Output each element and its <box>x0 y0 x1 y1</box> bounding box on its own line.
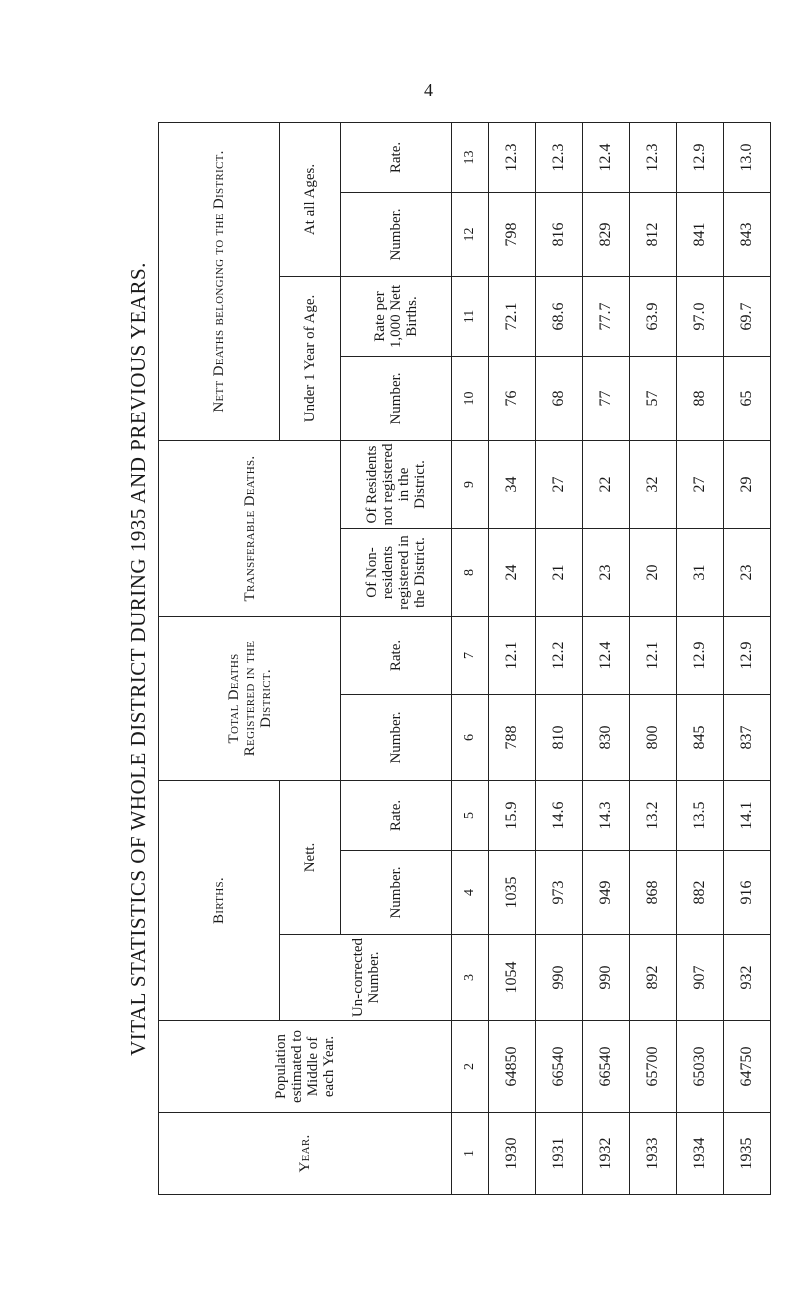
table-cell: 23 <box>583 529 630 617</box>
table-cell: 77.7 <box>583 277 630 357</box>
header-births: Births. <box>159 781 280 1021</box>
table-cell: 31 <box>677 529 724 617</box>
page-title: VITAL STATISTICS OF WHOLE DISTRICT DURING 1935 AND PREVIOUS YEARS. <box>126 262 150 1056</box>
table-cell: 12.1 <box>630 617 677 695</box>
table-cell: 32 <box>630 441 677 529</box>
table-cell: 949 <box>583 851 630 935</box>
table-cell: 14.6 <box>536 781 583 851</box>
year-cell: 1932 <box>583 1113 630 1195</box>
header-infant-number: Number. <box>341 357 452 441</box>
table-cell: 882 <box>677 851 724 935</box>
table-cell: 12.4 <box>583 122 630 192</box>
table-cell: 12.4 <box>583 617 630 695</box>
table-row <box>724 122 771 1194</box>
table-cell: 843 <box>724 193 771 277</box>
year-cell: 1930 <box>489 1113 536 1195</box>
table-cell: 12.3 <box>536 122 583 192</box>
table-row <box>536 122 583 1194</box>
column-number: 10 <box>452 357 489 441</box>
table-cell: 63.9 <box>630 277 677 357</box>
table-cell: 72.1 <box>489 277 536 357</box>
table-cell: 68 <box>536 357 583 441</box>
header-all-ages-rate: Rate. <box>341 122 452 192</box>
table-cell: 13.0 <box>724 122 771 192</box>
header-deaths-number: Number. <box>341 695 452 781</box>
table-cell: 24 <box>489 529 536 617</box>
column-number: 13 <box>452 122 489 192</box>
header-births-rate: Rate. <box>341 781 452 851</box>
table-cell: 12.9 <box>724 617 771 695</box>
table-cell: 21 <box>536 529 583 617</box>
table-cell: 66540 <box>536 1021 583 1113</box>
header-non-residents: Of Non-residents registered in the District. <box>341 529 452 617</box>
table-cell: 15.9 <box>489 781 536 851</box>
table-cell: 65 <box>724 357 771 441</box>
rotated-page-content <box>118 123 798 1195</box>
table-cell: 27 <box>536 441 583 529</box>
table-cell: 97.0 <box>677 277 724 357</box>
column-number: 9 <box>452 441 489 529</box>
header-year: Year. <box>159 1113 452 1195</box>
header-nett-deaths: Nett Deaths belonging to the District. <box>159 122 280 440</box>
column-number: 5 <box>452 781 489 851</box>
column-number: 3 <box>452 935 489 1021</box>
header-total-deaths: Total Deaths Registered in the District. <box>159 617 341 781</box>
table-cell: 788 <box>489 695 536 781</box>
table-cell: 868 <box>630 851 677 935</box>
table-body <box>489 122 771 1194</box>
table-cell: 65030 <box>677 1021 724 1113</box>
header-all-ages-number: Number. <box>341 193 452 277</box>
table-cell: 12.3 <box>630 122 677 192</box>
table-cell: 57 <box>630 357 677 441</box>
header-infant-rate: Rate per 1,000 Nett Births. <box>341 277 452 357</box>
table-cell: 68.6 <box>536 277 583 357</box>
table-cell: 990 <box>583 935 630 1021</box>
vital-statistics-table <box>158 122 771 1195</box>
header-at-all-ages: At all Ages. <box>280 122 341 276</box>
table-cell: 23 <box>724 529 771 617</box>
header-population: Population estimated to Middle of each Year. <box>159 1021 452 1113</box>
table-row <box>677 122 724 1194</box>
table-cell: 798 <box>489 193 536 277</box>
table-cell: 64750 <box>724 1021 771 1113</box>
table-cell: 1054 <box>489 935 536 1021</box>
table-cell: 14.3 <box>583 781 630 851</box>
column-number: 4 <box>452 851 489 935</box>
table-cell: 1035 <box>489 851 536 935</box>
table-cell: 829 <box>583 193 630 277</box>
table-cell: 66540 <box>583 1021 630 1113</box>
header-transferable-deaths: Transferable Deaths. <box>159 441 341 617</box>
table-row <box>630 122 677 1194</box>
column-number: 6 <box>452 695 489 781</box>
page-number: 4 <box>424 80 433 100</box>
header-residents-not-registered: Of Residents not registered in the District. <box>341 441 452 529</box>
column-number: 2 <box>452 1021 489 1113</box>
table-cell: 830 <box>583 695 630 781</box>
table-cell: 12.9 <box>677 122 724 192</box>
table-cell: 76 <box>489 357 536 441</box>
table-cell: 892 <box>630 935 677 1021</box>
year-cell: 1934 <box>677 1113 724 1195</box>
table-cell: 12.2 <box>536 617 583 695</box>
table-cell: 810 <box>536 695 583 781</box>
table-cell: 973 <box>536 851 583 935</box>
table-cell: 990 <box>536 935 583 1021</box>
table-row <box>489 122 536 1194</box>
year-cell: 1933 <box>630 1113 677 1195</box>
table-cell: 845 <box>677 695 724 781</box>
column-number: 12 <box>452 193 489 277</box>
header-nett: Nett. <box>280 781 341 935</box>
table-cell: 64850 <box>489 1021 536 1113</box>
header-deaths-rate: Rate. <box>341 617 452 695</box>
header-uncorrected-number: Un-corrected Number. <box>280 935 452 1021</box>
table-cell: 12.9 <box>677 617 724 695</box>
table-cell: 13.5 <box>677 781 724 851</box>
table-cell: 14.1 <box>724 781 771 851</box>
table-cell: 12.3 <box>489 122 536 192</box>
table-cell: 841 <box>677 193 724 277</box>
table-cell: 65700 <box>630 1021 677 1113</box>
table-cell: 27 <box>677 441 724 529</box>
table-cell: 812 <box>630 193 677 277</box>
table-cell: 69.7 <box>724 277 771 357</box>
table-cell: 88 <box>677 357 724 441</box>
table-cell: 29 <box>724 441 771 529</box>
table-cell: 22 <box>583 441 630 529</box>
table-cell: 13.2 <box>630 781 677 851</box>
table-cell: 20 <box>630 529 677 617</box>
column-number: 7 <box>452 617 489 695</box>
column-number-row <box>452 122 489 1194</box>
column-number: 1 <box>452 1113 489 1195</box>
table-row <box>583 122 630 1194</box>
header-births-number: Number. <box>341 851 452 935</box>
table-cell: 12.1 <box>489 617 536 695</box>
year-cell: 1935 <box>724 1113 771 1195</box>
table-cell: 34 <box>489 441 536 529</box>
year-cell: 1931 <box>536 1113 583 1195</box>
table-cell: 77 <box>583 357 630 441</box>
column-number: 8 <box>452 529 489 617</box>
table-cell: 932 <box>724 935 771 1021</box>
column-number: 11 <box>452 277 489 357</box>
table-cell: 916 <box>724 851 771 935</box>
table-cell: 816 <box>536 193 583 277</box>
table-cell: 907 <box>677 935 724 1021</box>
table-cell: 800 <box>630 695 677 781</box>
header-under-1-year: Under 1 Year of Age. <box>280 277 341 441</box>
table-cell: 837 <box>724 695 771 781</box>
